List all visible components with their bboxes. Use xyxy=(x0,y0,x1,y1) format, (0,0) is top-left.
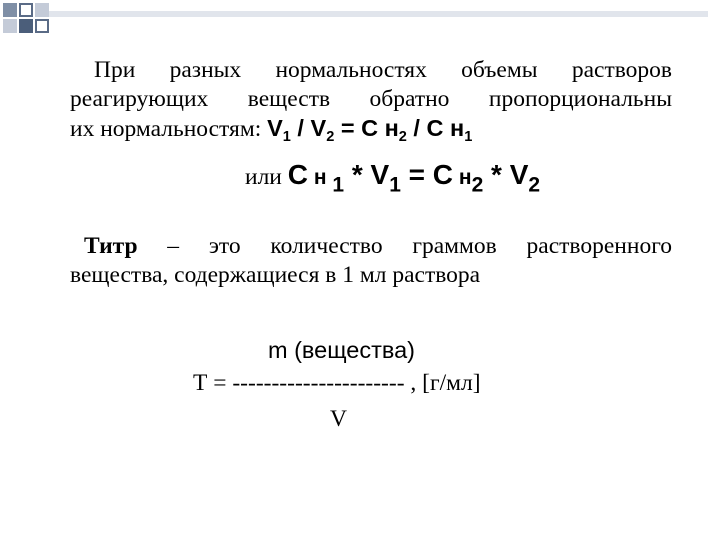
alternate-formula xyxy=(245,159,541,197)
formula-sub: 2 xyxy=(528,173,541,197)
deco-square xyxy=(35,3,49,17)
formula-part: / xyxy=(406,115,427,141)
decorative-header xyxy=(0,0,720,40)
formula-sub: 2 xyxy=(326,129,335,146)
or-word: или xyxy=(245,164,288,190)
paragraph-line xyxy=(70,232,672,261)
formula-part: С xyxy=(432,159,454,190)
formula-main-line: Т = ---------------------- , [г/мл] xyxy=(193,370,481,396)
deco-square xyxy=(3,3,17,17)
paragraph-line: При разных нормальностях объемы растворов xyxy=(94,57,672,83)
deco-square xyxy=(19,3,33,17)
normality-paragraph xyxy=(70,56,672,144)
formula-part: С н xyxy=(361,115,399,141)
paragraph-line: реагирующих веществ обратно пропорциональны xyxy=(70,86,672,112)
formula-part: С xyxy=(287,159,308,190)
formula-part: н xyxy=(308,166,333,189)
deco-square xyxy=(19,19,33,33)
paragraph-line: вещества, содержащиеся в 1 мл раствора xyxy=(70,262,481,288)
formula-part: V xyxy=(310,115,327,141)
term-titre: Титр xyxy=(84,233,138,259)
header-bar xyxy=(48,11,708,17)
formula-part: С н xyxy=(426,115,465,141)
deco-square xyxy=(3,19,17,33)
definition-text: – это количество граммов растворенного xyxy=(137,233,672,259)
formula-part: * V xyxy=(344,159,390,190)
titre-definition xyxy=(70,232,672,290)
formula-denominator: V xyxy=(330,406,347,432)
formula-part: = xyxy=(400,159,433,190)
formula-sub: 1 xyxy=(332,173,345,197)
formula-numerator: m (вещества) xyxy=(268,337,415,363)
formula-sub: 2 xyxy=(398,129,407,146)
formula-sub: 1 xyxy=(464,129,473,146)
volume-normality-formula xyxy=(267,115,473,146)
line-text: их нормальностям: xyxy=(70,116,268,142)
formula-part: = xyxy=(334,115,362,141)
formula-part: * V xyxy=(483,159,529,190)
formula-sub: 2 xyxy=(471,173,484,197)
formula-sub: 1 xyxy=(282,129,291,146)
paragraph-line xyxy=(70,114,672,144)
formula-part: / xyxy=(290,115,311,141)
formula-part: V xyxy=(267,115,283,141)
deco-square xyxy=(35,19,49,33)
formula-part: н xyxy=(453,166,472,189)
formula-sub: 1 xyxy=(389,173,401,197)
